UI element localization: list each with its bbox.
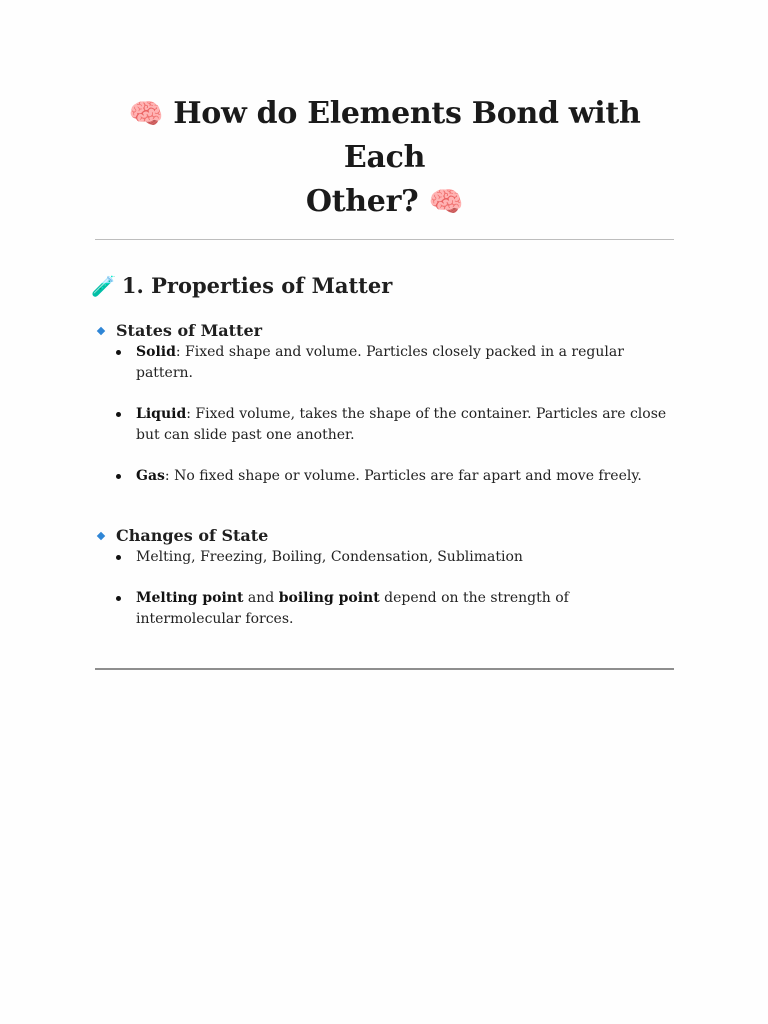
diamond-bullet-icon	[97, 327, 105, 335]
bullet-dot-icon	[116, 350, 121, 355]
subheading-states	[95, 320, 674, 342]
diamond-bullet-icon	[97, 532, 105, 540]
item-text: and	[243, 590, 279, 606]
term-melting-point: Melting point	[136, 590, 244, 606]
document-page	[91, 0, 674, 678]
section-divider	[95, 668, 674, 670]
list-item	[95, 547, 674, 568]
list-item	[95, 588, 674, 630]
term-gas: Gas	[136, 468, 165, 484]
subheading-states-text: States of Matter	[116, 321, 263, 340]
bullet-dot-icon	[116, 596, 121, 601]
item-text: depend on the strength of intermolecular forces.	[136, 590, 569, 627]
title-line-1: How do Elements Bond with Each	[173, 96, 641, 175]
list-item	[95, 466, 674, 487]
bullet-dot-icon	[116, 412, 121, 417]
bullet-dot-icon	[116, 474, 121, 479]
states-list	[95, 342, 674, 487]
brain-icon: 🧠	[428, 185, 464, 218]
term-solid: Solid	[136, 344, 176, 360]
brain-icon: 🧠	[128, 97, 164, 130]
item-text: : Fixed volume, takes the shape of the container. Particles are close but can slide past one another.	[136, 406, 667, 443]
item-text: : Fixed shape and volume. Particles closely packed in a regular pattern.	[136, 344, 624, 381]
item-text: : No fixed shape or volume. Particles are far apart and move freely.	[164, 468, 642, 484]
list-item	[95, 342, 674, 384]
page-title	[95, 92, 674, 224]
subheading-changes	[95, 525, 674, 547]
item-text: Melting, Freezing, Boiling, Condensation, Sublimation	[136, 549, 523, 565]
subheading-changes-text: Changes of State	[116, 526, 269, 545]
term-liquid: Liquid	[136, 406, 187, 422]
changes-list	[95, 547, 674, 630]
term-boiling-point: boiling point	[278, 590, 380, 606]
bullet-dot-icon	[116, 555, 121, 560]
section-heading-text: 1. Properties of Matter	[121, 273, 393, 298]
title-line-2: Other?	[305, 184, 419, 219]
section-heading	[91, 272, 674, 300]
title-divider	[95, 239, 674, 240]
list-item	[95, 404, 674, 446]
test-tube-icon: 🧪	[91, 274, 116, 298]
